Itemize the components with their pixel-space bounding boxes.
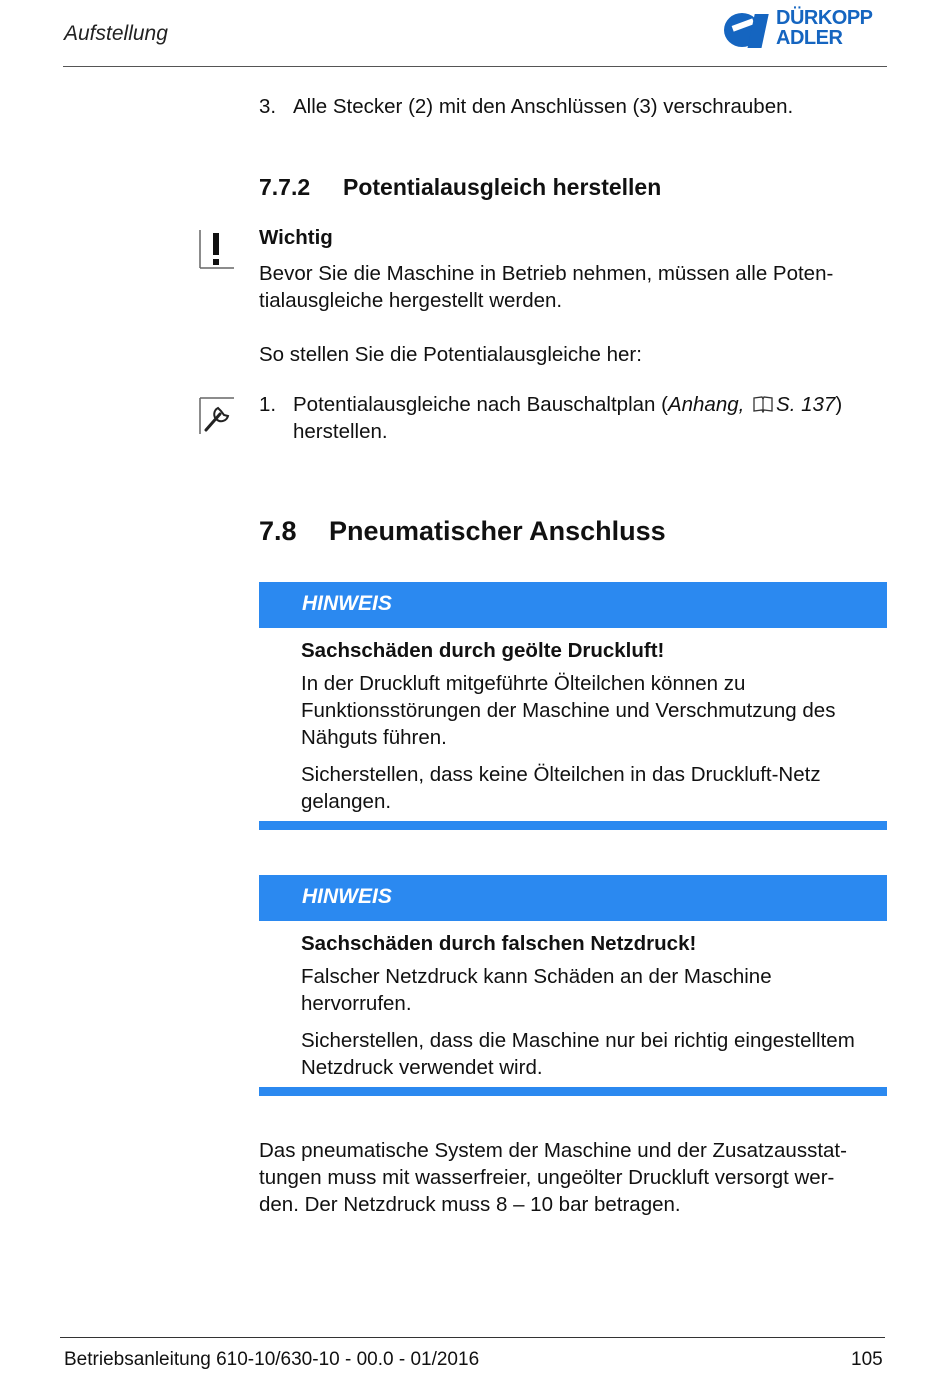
header-divider [63, 66, 887, 67]
wrench-icon [198, 396, 236, 436]
notice-body-1 [301, 637, 887, 825]
page-section-title: Aufstellung [64, 22, 168, 45]
notice-text-1: Falscher Netzdruck kann Schäden an der Maschine hervorrufen. [301, 965, 772, 1015]
notice-heading: Sachschäden durch falschen Netzdruck! [301, 932, 697, 955]
brand-logo [722, 8, 890, 54]
section-number: 7.8 [259, 516, 297, 546]
step-number: 1. [259, 393, 277, 416]
notice-body-2 [301, 930, 887, 1091]
step-3 [259, 93, 793, 120]
duerkopp-adler-logo-icon [722, 8, 774, 52]
book-reference-icon [753, 393, 773, 420]
notice-bottom-rule-1 [259, 821, 887, 830]
notice-text-2: Sicherstellen, dass die Maschine nur bei richtig eingestelltem Netzdruck verwendet wird. [301, 1029, 855, 1079]
notice-banner-2 [259, 875, 887, 921]
important-text-line-1: Bevor Sie die Maschine in Betrieb nehmen, müssen alle Poten- [259, 262, 834, 285]
notice-label: HINWEIS [302, 592, 392, 615]
footer-divider [60, 1337, 885, 1338]
step-text: Alle Stecker (2) mit den Anschlüssen (3) verschrauben. [293, 95, 794, 118]
notice-heading: Sachschäden durch geölte Druckluft! [301, 639, 665, 662]
important-label: Wichtig [259, 226, 333, 249]
step-1 [259, 391, 889, 420]
notice-text-1: In der Druckluft mitgeführte Ölteilchen können zu Funktionsstörungen der Maschine und Verschmutzung des Nähguts führen. [301, 672, 836, 749]
footer-document-id: Betriebsanleitung 610-10/630-10 - 00.0 - 01/2016 [64, 1349, 480, 1370]
section-title: Pneumatischer Anschluss [329, 516, 666, 546]
logo-wordmark [776, 8, 873, 48]
reference-appendix: Anhang, [667, 393, 745, 416]
page-reference-link[interactable]: S. 137 [776, 393, 836, 416]
section-heading-7-8 [259, 516, 666, 547]
paren-close: ) [835, 393, 843, 416]
important-icon [198, 228, 236, 268]
step-text: Potentialausgleiche nach Bauschaltplan ( [293, 393, 668, 416]
notice-banner-1 [259, 582, 887, 628]
closing-line-2: tungen muss mit wasserfreier, ungeölter Druckluft versorgt wer- [259, 1166, 835, 1189]
closing-line-1: Das pneumatische System der Maschine und der Zusatzausstat- [259, 1139, 847, 1162]
closing-line-3: den. Der Netzdruck muss 8 – 10 bar betragen. [259, 1193, 681, 1216]
section-title: Potentialausgleich herstellen [343, 174, 662, 200]
section-heading-7-7-2 [259, 174, 661, 201]
procedure-intro: So stellen Sie die Potentialausgleiche her: [259, 343, 642, 366]
section-number: 7.7.2 [259, 174, 311, 200]
notice-label: HINWEIS [302, 885, 392, 908]
notice-text-2: Sicherstellen, dass keine Ölteilchen in das Druckluft-Netz gelangen. [301, 763, 821, 813]
notice-bottom-rule-2 [259, 1087, 887, 1096]
page-number: 105 [851, 1349, 883, 1370]
logo-line-2: ADLER [776, 27, 843, 49]
step-1-line-2: herstellen. [293, 420, 388, 443]
logo-line-1: DÜRKOPP [776, 7, 873, 29]
important-text-line-2: tialausgleiche hergestellt werden. [259, 289, 563, 312]
step-number: 3. [259, 95, 277, 118]
